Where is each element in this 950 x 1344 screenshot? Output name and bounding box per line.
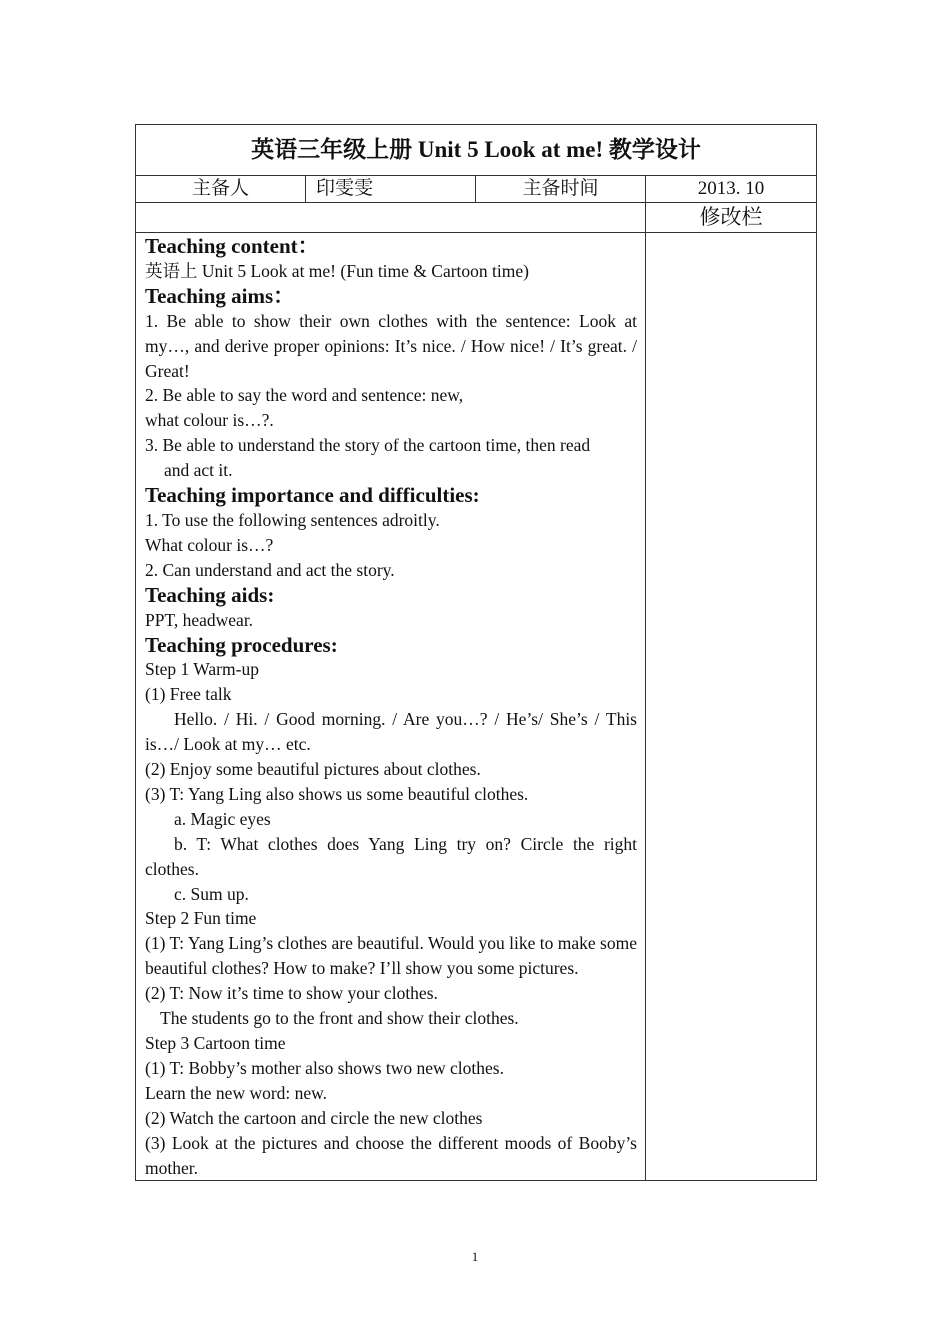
importance-item: What colour is…? <box>145 534 274 555</box>
teaching-content-heading: Teaching content： <box>145 234 319 258</box>
page-number: 1 <box>471 1249 479 1264</box>
procedure-line: Hello. / Hi. / Good morning. / Are you…? / He’s/ She’s / This is…/ Look at my… etc. <box>145 709 637 755</box>
aids-heading: Teaching aids: <box>145 582 275 607</box>
procedure-line: (1) Free talk <box>145 684 232 705</box>
procedure-line: (2) Watch the cartoon and circle the new clothes <box>145 1107 483 1128</box>
importance-heading: Teaching importance and difficulties: <box>145 483 480 508</box>
importance-item: 1. To use the following sentences adroitly. <box>145 509 440 530</box>
procedure-line: (2) Enjoy some beautiful pictures about clothes. <box>145 759 481 780</box>
revision-column <box>646 233 817 1181</box>
lesson-plan-table <box>135 124 817 1181</box>
teaching-content-text: 英语上 Unit 5 Look at me! (Fun time & Cartoon time) <box>145 260 529 281</box>
procedure-line: The students go to the front and show their clothes. <box>160 1008 519 1029</box>
teaching-aims-heading: Teaching aims： <box>145 283 295 308</box>
procedures-heading: Teaching procedures: <box>145 632 338 657</box>
procedure-line: Step 1 Warm-up <box>145 659 259 680</box>
aim-item: and act it. <box>164 460 233 481</box>
procedure-line: (3) T: Yang Ling also shows us some beautiful clothes. <box>145 783 529 804</box>
date-value: 2013. 10 <box>646 176 817 203</box>
document-title: 英语三年级上册 Unit 5 Look at me! 教学设计 <box>136 125 817 176</box>
procedure-line: (2) T: Now it’s time to show your clothes. <box>145 983 438 1004</box>
importance-item: 2. Can understand and act the story. <box>145 559 395 580</box>
procedure-line: b. T: What clothes does Yang Ling try on? Circle the right clothes. <box>145 833 637 879</box>
procedure-line: Step 2 Fun time <box>145 908 257 929</box>
procedure-line: (1) T: Yang Ling’s clothes are beautiful. Would you like to make some beautiful clothes? How to make? I’ll show you some pictures. <box>145 933 637 979</box>
preparer-name: 印雯雯 <box>306 176 476 203</box>
aim-item: 2. Be able to say the word and sentence: new, <box>145 385 464 406</box>
preparer-label: 主备人 <box>136 176 306 203</box>
aids-text: PPT, headwear. <box>145 609 254 630</box>
aim-item: what colour is…?. <box>145 410 274 431</box>
procedure-line: (3) Look at the pictures and choose the different moods of Booby’s mother. <box>145 1132 637 1178</box>
date-label: 主备时间 <box>476 176 646 203</box>
aim-item: 1. Be able to show their own clothes with the sentence: Look at my…, and derive proper opinions: It’s nice. / How nice! / It’s great. / Great! <box>145 310 637 381</box>
procedure-line: (1) T: Bobby’s mother also shows two new clothes. <box>145 1057 504 1078</box>
blank-cell <box>136 203 646 233</box>
procedure-line: Step 3 Cartoon time <box>145 1033 286 1053</box>
lesson-content <box>136 233 646 1181</box>
procedure-line: a. Magic eyes <box>174 808 271 829</box>
procedure-line: c. Sum up. <box>174 883 249 904</box>
aim-item: 3. Be able to understand the story of the cartoon time, then read <box>145 435 591 456</box>
procedure-line: Learn the new word: new. <box>145 1082 328 1103</box>
revision-column-header: 修改栏 <box>646 203 817 233</box>
